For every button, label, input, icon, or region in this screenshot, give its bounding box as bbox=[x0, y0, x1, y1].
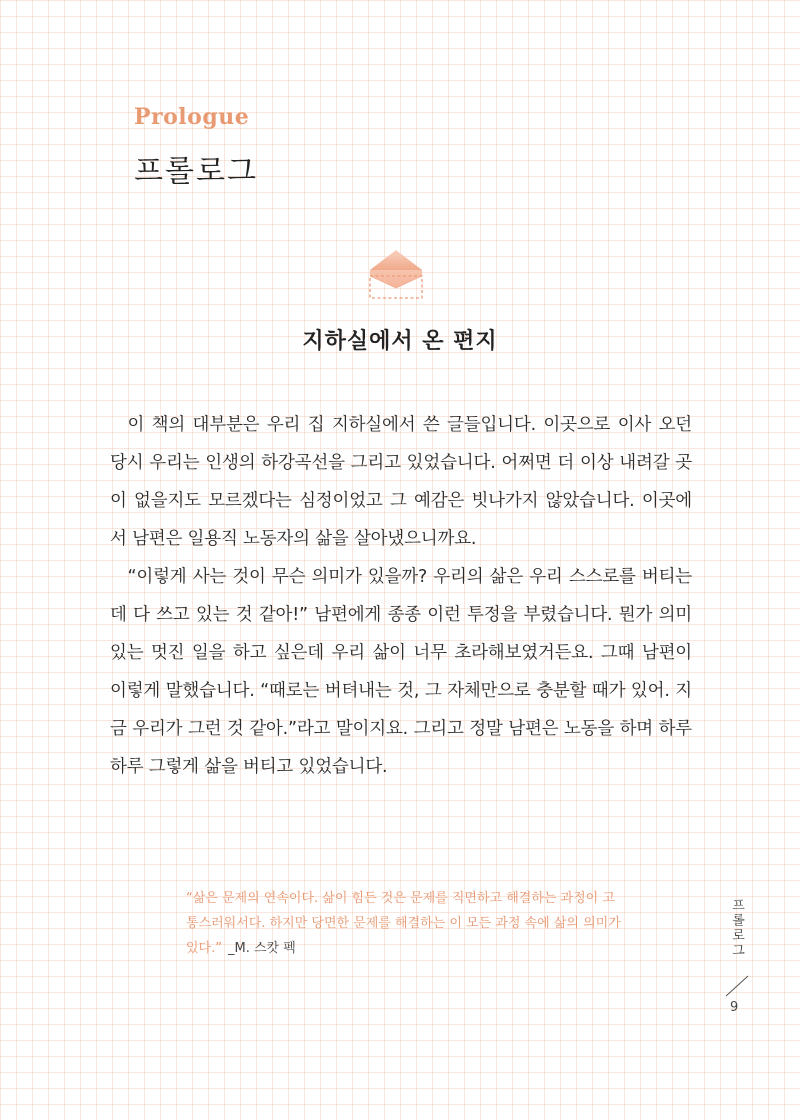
chapter-title: 지하실에서 온 편지 bbox=[302, 329, 498, 354]
section-title-korean: 프롤로그 bbox=[134, 154, 258, 189]
envelope-icon bbox=[366, 248, 426, 302]
running-footer bbox=[726, 898, 766, 1028]
page-number: 9 bbox=[730, 1000, 739, 1015]
pull-quote bbox=[186, 886, 626, 961]
section-label-english: Prologue bbox=[134, 104, 250, 130]
body-paragraph: 이 책의 대부분은 우리 집 지하실에서 쓴 글들입니다. 이곳으로 이사 오던 당시 우리는 인생의 하강곡선을 그리고 있었습니다. 어쩌면 더 이상 내려갈 곳이 없을지도 모르겠다는 심정이었고 그 예감은 빗나가지 않았습니다. 이곳에서 남편은 일용직 노동자의 삶을 살아냈으니까요. bbox=[110, 415, 692, 549]
body-text bbox=[110, 406, 692, 786]
body-paragraph: “이렇게 사는 것이 무슨 의미가 있을까? 우리의 삶은 우리 스스로를 버티는데 다 쓰고 있는 것 같아!” 남편에게 종종 이런 투정을 부렸습니다. 뭔가 의미 있는 멋진 일을 하고 싶은데 우리 삶이 너무 초라해보였거든요. 그때 남편이 이렇게 말했습니다. “때로는 버텨내는 것, 그 자체만으로 충분할 때가 있어. 지금 우리가 그런 것 같아.”라고 말이지요. 그리고 정말 남편은 노동을 하며 하루하루 그렇게 삶을 버티고 있었습니다. bbox=[110, 567, 692, 777]
running-title: 프롤로그 bbox=[729, 898, 744, 958]
quote-author: _M. 스캇 펙 bbox=[227, 941, 296, 956]
quote-text: “삶은 문제의 연속이다. 삶이 힘든 것은 문제를 직면하고 해결하는 과정이 고통스러워서다. 하지만 당면한 문제를 해결하는 이 모든 과정 속에 삶의 의미가 있다.” bbox=[186, 891, 621, 956]
slash-divider-icon bbox=[722, 974, 752, 998]
